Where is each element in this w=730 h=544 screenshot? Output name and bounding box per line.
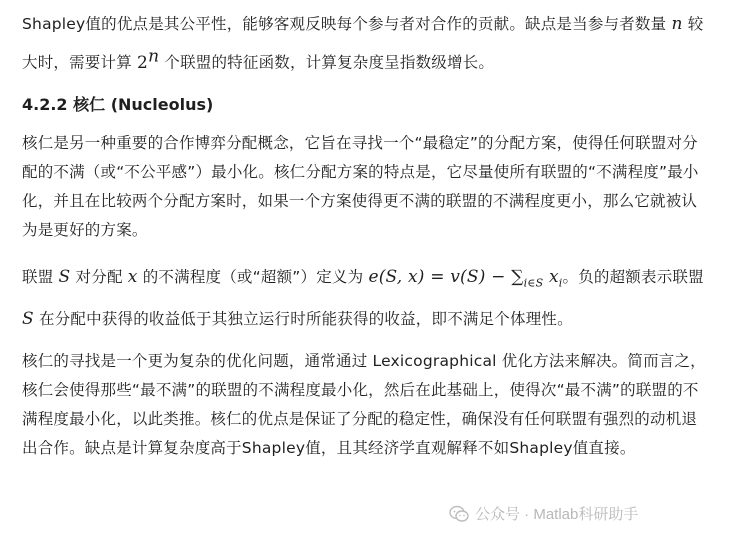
term-subscript: i — [558, 276, 563, 290]
paragraph-shapley-summary — [22, 8, 712, 79]
math-x: x — [127, 266, 138, 287]
sum-subscript: i∈S — [523, 276, 544, 290]
p3-text-d: 。负的超额表示联盟 — [562, 267, 704, 286]
formula-term: x — [548, 266, 559, 287]
formula-lhs: e(S, x) = v(S) − — [368, 266, 506, 287]
paragraph-nucleolus-optimization: 核仁的寻找是一个更为复杂的优化问题，通常通过 Lexicographical 优化方法来解决。简而言之，核仁会使得那些“最不满”的联盟的不满程度最小化，然后在此基础上，使得次“最不满”的联盟的不满程度最小化，以此类推。核仁的优点是保证了分配的稳定性，确保没有任何联盟有强烈的动机退出合作。缺点是计算复杂度高于Shapley值，且其经济学直观解释不如Shapley值直接。 — [22, 352, 706, 458]
math-S-second: S — [22, 309, 34, 330]
watermark-text: 公众号 · Matlab科研助手 — [475, 506, 639, 523]
p3-text-e: 在分配中获得的收益低于其独立运行时所能获得的收益，即不满足个体理性。 — [39, 310, 573, 329]
math-n: n — [671, 14, 683, 34]
section-heading: 4.2.2 核仁 (Nucleolus) — [22, 94, 214, 114]
paragraph-nucleolus-intro: 核仁是另一种重要的合作博弈分配概念，它旨在寻找一个“最稳定”的分配方案，使得任何联盟对分配的不满（或“不公平感”）最小化。核仁分配方案的特点是，它尽量使所有联盟的“不满程度”最小化，并且在比较两个分配方案时，如果一个方案使得更不满的联盟的不满程度更小，那么它就被认为是更好的方案。 — [22, 133, 699, 239]
sum-symbol: ∑ — [511, 266, 524, 287]
excess-formula — [368, 266, 563, 290]
p1-text-a: Shapley值的优点是其公平性，能够客观反映每个参与者对合作的贡献。缺点是当参与者数量 — [22, 15, 667, 33]
p1-text-b: 较大时，需要计算 — [22, 15, 704, 72]
paragraph-excess-definition — [22, 259, 712, 337]
p3-text-a: 联盟 — [22, 267, 54, 286]
p1-text-c: 个联盟的特征函数，计算复杂度呈指数级增长。 — [164, 53, 495, 72]
watermark — [449, 503, 638, 524]
article-body — [22, 8, 712, 463]
math-power — [137, 46, 160, 73]
p3-text-b: 对分配 — [75, 267, 123, 286]
power-exponent: n — [148, 46, 160, 66]
math-S: S — [58, 266, 71, 287]
wechat-icon — [449, 505, 469, 523]
power-base: 2 — [137, 52, 149, 73]
p3-text-c: 的不满程度（或“超额”）定义为 — [142, 267, 364, 286]
